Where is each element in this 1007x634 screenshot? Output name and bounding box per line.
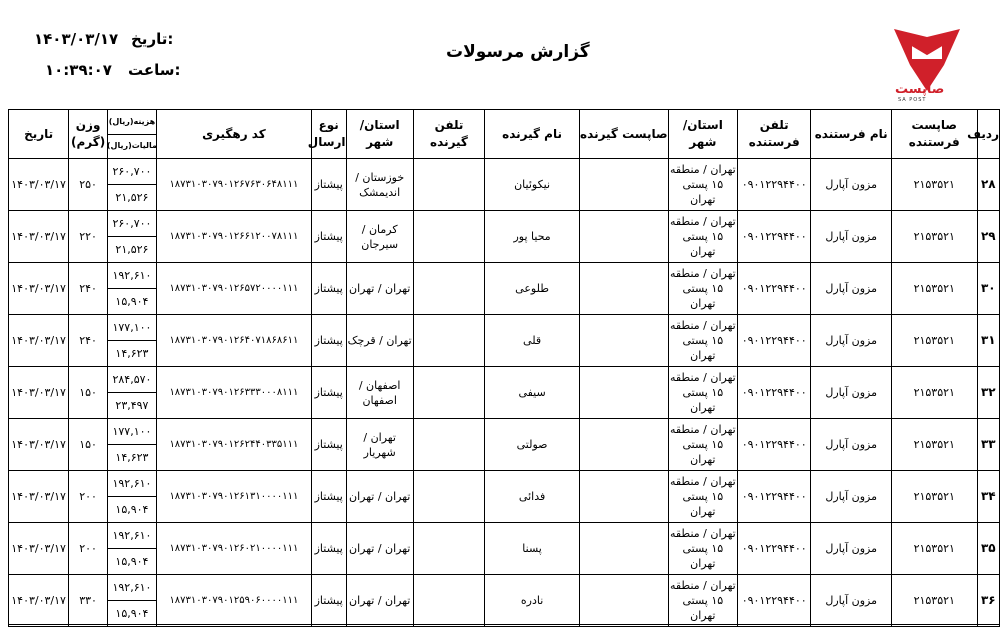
cell-receiver-city: تهران / تهران xyxy=(346,523,413,575)
table-header-row xyxy=(9,110,1000,159)
cell-tax: ۲۳,۴۹۷ xyxy=(115,399,149,412)
cell-receiver-name: قلی xyxy=(485,315,580,367)
cell-cost: ۲۶۰,۷۰۰ xyxy=(108,211,156,237)
cell-sender-city: تهران / منطقه ۱۵ پستی تهران xyxy=(668,471,737,523)
table-row xyxy=(9,367,1000,419)
table-row xyxy=(9,263,1000,315)
table-row xyxy=(9,211,1000,263)
cell-tracking: ۱۸۷۳۱۰۳۰۷۹۰۱۲۶۱۳۱۰۰۰۰۱۱۱ xyxy=(156,471,311,523)
cell-row: ۳۳ xyxy=(977,419,999,471)
cell-cost-tax xyxy=(107,419,156,471)
cell-receiver-phone xyxy=(413,263,484,315)
cell-date: ۱۴۰۳/۰۳/۱۷ xyxy=(9,211,69,263)
cell-weight: ۲۴۰ xyxy=(69,263,108,315)
cell-date: ۱۴۰۳/۰۳/۱۷ xyxy=(9,315,69,367)
cell-sender-code: ۲۱۵۳۵۲۱ xyxy=(891,211,977,263)
cell-sender-phone: ۰۹۰۱۲۲۹۴۴۰۰ xyxy=(738,159,811,211)
cell-receiver-code xyxy=(579,367,668,419)
cell-weight: ۲۵۰ xyxy=(69,159,108,211)
cell-cost: ۲۶۰,۷۰۰ xyxy=(108,159,156,185)
cell-sender-name: مزون آپارل xyxy=(811,211,892,263)
cell-sender-code: ۲۱۵۳۵۲۱ xyxy=(891,575,977,627)
cell-receiver-name: صولتی xyxy=(485,419,580,471)
cell-receiver-name: نیکوئیان xyxy=(485,159,580,211)
cell-tax: ۱۵,۹۰۴ xyxy=(115,607,149,620)
cell-tax: ۲۱,۵۲۶ xyxy=(115,191,149,204)
cell-send-type: پیشتاز xyxy=(311,211,346,263)
cell-receiver-city: خوزستان / اندیمشک xyxy=(346,159,413,211)
cell-receiver-phone xyxy=(413,211,484,263)
cell-sender-name: مزون آپارل xyxy=(811,159,892,211)
table-row xyxy=(9,159,1000,211)
cell-receiver-phone xyxy=(413,367,484,419)
cell-sender-phone: ۰۹۰۱۲۲۹۴۴۰۰ xyxy=(738,523,811,575)
cell-weight: ۱۵۰ xyxy=(69,367,108,419)
cell-sender-phone: ۰۹۰۱۲۲۹۴۴۰۰ xyxy=(738,367,811,419)
page-bottom-divider xyxy=(8,624,1000,625)
col-cost: هزینه(ریال) xyxy=(108,111,156,135)
table-row xyxy=(9,575,1000,627)
cell-receiver-phone xyxy=(413,419,484,471)
col-row: ردیف xyxy=(977,110,999,159)
logo-text: صاپست xyxy=(895,82,945,97)
cell-receiver-code xyxy=(579,315,668,367)
cell-receiver-phone xyxy=(413,471,484,523)
cell-receiver-city: اصفهان / اصفهان xyxy=(346,367,413,419)
cell-cost-tax xyxy=(107,575,156,627)
cell-sender-name: مزون آپارل xyxy=(811,419,892,471)
col-receiver-city: استان/ شهر xyxy=(346,110,413,159)
table-row xyxy=(9,523,1000,575)
cell-date: ۱۴۰۳/۰۳/۱۷ xyxy=(9,159,69,211)
cell-tracking: ۱۸۷۳۱۰۳۰۷۹۰۱۲۶۶۱۲۰۰۷۸۱۱۱ xyxy=(156,211,311,263)
cell-sender-code: ۲۱۵۳۵۲۱ xyxy=(891,419,977,471)
cell-weight: ۲۲۰ xyxy=(69,211,108,263)
cell-tracking: ۱۸۷۳۱۰۳۰۷۹۰۱۲۶۵۷۲۰۰۰۰۱۱۱ xyxy=(156,263,311,315)
cell-sender-phone: ۰۹۰۱۲۲۹۴۴۰۰ xyxy=(738,419,811,471)
cell-sender-name: مزون آپارل xyxy=(811,523,892,575)
cell-sender-name: مزون آپارل xyxy=(811,471,892,523)
cell-send-type: پیشتاز xyxy=(311,263,346,315)
cell-cost-tax xyxy=(107,471,156,523)
cell-row: ۳۵ xyxy=(977,523,999,575)
cell-row: ۳۶ xyxy=(977,575,999,627)
cell-receiver-phone xyxy=(413,523,484,575)
cell-receiver-code xyxy=(579,575,668,627)
cell-weight: ۲۴۰ xyxy=(69,315,108,367)
cell-sender-city: تهران / منطقه ۱۵ پستی تهران xyxy=(668,575,737,627)
cell-sender-name: مزون آپارل xyxy=(811,575,892,627)
col-date: تاریخ xyxy=(9,110,69,159)
cell-send-type: پیشتاز xyxy=(311,159,346,211)
cell-sender-city: تهران / منطقه ۱۵ پستی تهران xyxy=(668,159,737,211)
cell-cost-tax xyxy=(107,159,156,211)
cell-receiver-city: تهران / قرچک xyxy=(346,315,413,367)
cell-sender-city: تهران / منطقه ۱۵ پستی تهران xyxy=(668,419,737,471)
date-value: ۱۴۰۳/۰۳/۱۷ xyxy=(34,30,119,48)
cell-receiver-code xyxy=(579,419,668,471)
cell-cost: ۱۹۲,۶۱۰ xyxy=(108,575,156,601)
cell-tracking: ۱۸۷۳۱۰۳۰۷۹۰۱۲۵۹۰۶۰۰۰۰۱۱۱ xyxy=(156,575,311,627)
logo-subtext: SA POST xyxy=(898,97,927,103)
cell-cost-tax xyxy=(107,523,156,575)
cell-row: ۳۱ xyxy=(977,315,999,367)
cell-sender-name: مزون آپارل xyxy=(811,263,892,315)
cell-receiver-code xyxy=(579,211,668,263)
cell-cost: ۱۷۷,۱۰۰ xyxy=(108,419,156,445)
time-label: ساعت: xyxy=(128,61,181,79)
cell-sender-name: مزون آپارل xyxy=(811,367,892,419)
cell-sender-city: تهران / منطقه ۱۵ پستی تهران xyxy=(668,367,737,419)
time-value: ۱۰:۳۹:۰۷ xyxy=(45,61,112,79)
cell-tax: ۱۵,۹۰۴ xyxy=(115,295,149,308)
col-sender-phone: تلفن فرستنده xyxy=(738,110,811,159)
cell-send-type: پیشتاز xyxy=(311,471,346,523)
cell-date: ۱۴۰۳/۰۳/۱۷ xyxy=(9,367,69,419)
cell-sender-code: ۲۱۵۳۵۲۱ xyxy=(891,315,977,367)
cell-cost: ۲۸۴,۵۷۰ xyxy=(108,367,156,393)
cell-tracking: ۱۸۷۳۱۰۳۰۷۹۰۱۲۶۲۴۴۰۳۳۵۱۱۱ xyxy=(156,419,311,471)
cell-row: ۲۹ xyxy=(977,211,999,263)
cell-tracking: ۱۸۷۳۱۰۳۰۷۹۰۱۲۶۷۶۳۰۶۴۸۱۱۱ xyxy=(156,159,311,211)
cell-weight: ۱۵۰ xyxy=(69,419,108,471)
cell-tracking: ۱۸۷۳۱۰۳۰۷۹۰۱۲۶۴۰۷۱۸۶۸۶۱۱ xyxy=(156,315,311,367)
cell-sender-code: ۲۱۵۳۵۲۱ xyxy=(891,367,977,419)
date-label: تاریخ: xyxy=(131,30,174,48)
cell-sender-phone: ۰۹۰۱۲۲۹۴۴۰۰ xyxy=(738,263,811,315)
cell-cost: ۱۹۲,۶۱۰ xyxy=(108,523,156,549)
cell-tax: ۱۴,۶۲۳ xyxy=(115,451,149,464)
cell-receiver-city: تهران / تهران xyxy=(346,575,413,627)
col-sender-city: استان/ شهر xyxy=(668,110,737,159)
report-header xyxy=(0,0,1007,110)
cell-receiver-name: محیا پور xyxy=(485,211,580,263)
cell-sender-code: ۲۱۵۳۵۲۱ xyxy=(891,523,977,575)
cell-receiver-phone xyxy=(413,159,484,211)
cell-weight: ۲۰۰ xyxy=(69,523,108,575)
cell-receiver-code xyxy=(579,263,668,315)
cell-row: ۳۲ xyxy=(977,367,999,419)
table-row xyxy=(9,419,1000,471)
col-send-type: نوع ارسال xyxy=(311,110,346,159)
cell-receiver-code xyxy=(579,523,668,575)
shipments-table xyxy=(8,109,1000,627)
cell-receiver-phone xyxy=(413,575,484,627)
cell-tax: ۱۴,۶۲۳ xyxy=(115,347,149,360)
cell-receiver-name: فدائی xyxy=(485,471,580,523)
cell-date: ۱۴۰۳/۰۳/۱۷ xyxy=(9,523,69,575)
cell-date: ۱۴۰۳/۰۳/۱۷ xyxy=(9,263,69,315)
cell-send-type: پیشتاز xyxy=(311,419,346,471)
col-weight: وزن (گرم) xyxy=(69,110,108,159)
cell-cost-tax xyxy=(107,367,156,419)
cell-cost-tax xyxy=(107,211,156,263)
cell-sender-name: مزون آپارل xyxy=(811,315,892,367)
col-sender-name: نام فرستنده xyxy=(811,110,892,159)
cell-receiver-code xyxy=(579,471,668,523)
cell-date: ۱۴۰۳/۰۳/۱۷ xyxy=(9,419,69,471)
cell-send-type: پیشتاز xyxy=(311,523,346,575)
page-title: گزارش مرسولات xyxy=(446,42,590,62)
cell-cost-tax xyxy=(107,315,156,367)
cell-sender-code: ۲۱۵۳۵۲۱ xyxy=(891,471,977,523)
cell-weight: ۲۰۰ xyxy=(69,471,108,523)
cell-tracking: ۱۸۷۳۱۰۳۰۷۹۰۱۲۶۰۲۱۰۰۰۰۱۱۱ xyxy=(156,523,311,575)
cell-receiver-city: تهران / تهران xyxy=(346,471,413,523)
cell-sender-phone: ۰۹۰۱۲۲۹۴۴۰۰ xyxy=(738,575,811,627)
cell-tax: ۱۵,۹۰۴ xyxy=(115,555,149,568)
cell-cost: ۱۹۲,۶۱۰ xyxy=(108,471,156,497)
cell-sender-city: تهران / منطقه ۱۵ پستی تهران xyxy=(668,263,737,315)
col-tax: مالیات(ریال) xyxy=(106,141,157,150)
cell-receiver-name: پسنا xyxy=(485,523,580,575)
cell-send-type: پیشتاز xyxy=(311,367,346,419)
cell-receiver-name: طلوعی xyxy=(485,263,580,315)
cell-row: ۳۴ xyxy=(977,471,999,523)
cell-receiver-phone xyxy=(413,315,484,367)
cell-tax: ۲۱,۵۲۶ xyxy=(115,243,149,256)
cell-receiver-code xyxy=(579,159,668,211)
cell-receiver-name: سیفی xyxy=(485,367,580,419)
col-receiver-phone: تلفن گیرنده xyxy=(413,110,484,159)
cell-weight: ۳۳۰ xyxy=(69,575,108,627)
cell-sender-phone: ۰۹۰۱۲۲۹۴۴۰۰ xyxy=(738,471,811,523)
cell-send-type: پیشتاز xyxy=(311,315,346,367)
cell-tax: ۱۵,۹۰۴ xyxy=(115,503,149,516)
col-sender-code: صاپست فرستنده xyxy=(891,110,977,159)
cell-cost: ۱۹۲,۶۱۰ xyxy=(108,263,156,289)
cell-tracking: ۱۸۷۳۱۰۳۰۷۹۰۱۲۶۳۳۳۰۰۰۸۱۱۱ xyxy=(156,367,311,419)
table-row xyxy=(9,315,1000,367)
col-receiver-name: نام گیرنده xyxy=(485,110,580,159)
cell-receiver-city: کرمان / سیرجان xyxy=(346,211,413,263)
cell-receiver-name: نادره xyxy=(485,575,580,627)
cell-cost: ۱۷۷,۱۰۰ xyxy=(108,315,156,341)
cell-row: ۲۸ xyxy=(977,159,999,211)
cell-sender-city: تهران / منطقه ۱۵ پستی تهران xyxy=(668,315,737,367)
table-row xyxy=(9,471,1000,523)
cell-sender-phone: ۰۹۰۱۲۲۹۴۴۰۰ xyxy=(738,315,811,367)
cell-receiver-city: تهران / شهریار xyxy=(346,419,413,471)
cell-sender-city: تهران / منطقه ۱۵ پستی تهران xyxy=(668,211,737,263)
cell-row: ۳۰ xyxy=(977,263,999,315)
cell-sender-code: ۲۱۵۳۵۲۱ xyxy=(891,159,977,211)
col-receiver-code: صاپست گیرنده xyxy=(579,110,668,159)
cell-date: ۱۴۰۳/۰۳/۱۷ xyxy=(9,575,69,627)
col-cost-tax xyxy=(107,110,156,159)
cell-date: ۱۴۰۳/۰۳/۱۷ xyxy=(9,471,69,523)
col-tracking: کد رهگیری xyxy=(156,110,311,159)
cell-sender-code: ۲۱۵۳۵۲۱ xyxy=(891,263,977,315)
cell-cost-tax xyxy=(107,263,156,315)
cell-receiver-city: تهران / تهران xyxy=(346,263,413,315)
cell-send-type: پیشتاز xyxy=(311,575,346,627)
cell-sender-city: تهران / منطقه ۱۵ پستی تهران xyxy=(668,523,737,575)
cell-sender-phone: ۰۹۰۱۲۲۹۴۴۰۰ xyxy=(738,211,811,263)
